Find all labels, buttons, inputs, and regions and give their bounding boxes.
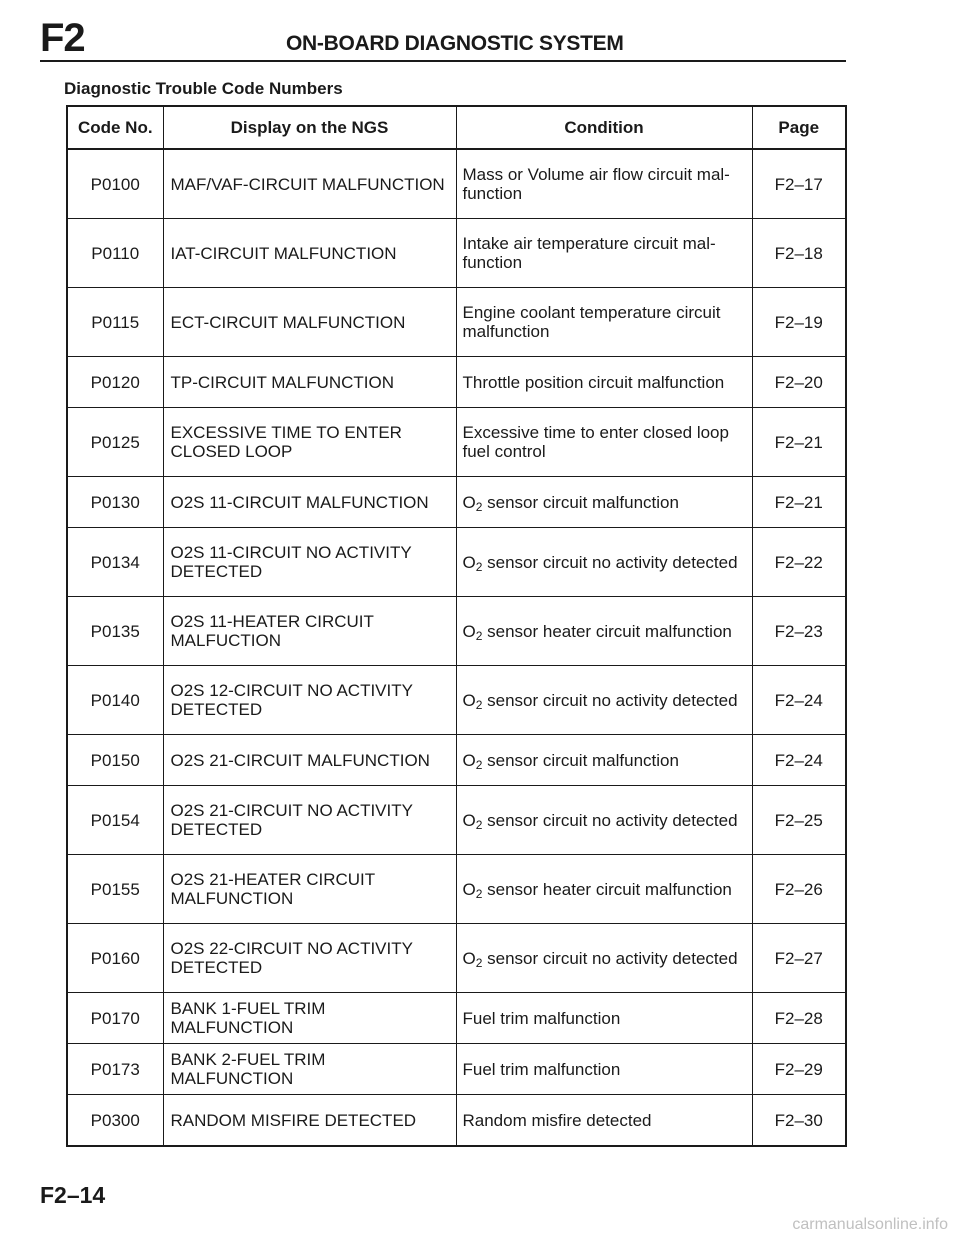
code-cell: P0155 [67, 855, 163, 924]
ngs-display-cell: TP-CIRCUIT MALFUNCTION [163, 357, 456, 408]
ngs-display-cell: RANDOM MISFIRE DETECTED [163, 1095, 456, 1147]
table-row [67, 786, 846, 855]
col-header-condition: Condition [456, 106, 752, 149]
code-cell: P0173 [67, 1044, 163, 1095]
dtc-table [66, 105, 847, 1147]
ngs-display-cell: MAF/VAF-CIRCUIT MALFUNCTION [163, 149, 456, 219]
code-cell: P0125 [67, 408, 163, 477]
condition-text: sensor circuit no activity detected [482, 690, 738, 710]
condition-text: sensor circuit malfunction [482, 750, 679, 770]
ngs-display-cell: BANK 2-FUEL TRIM MALFUNCTION [163, 1044, 456, 1095]
o2-symbol-subscript: 2 [475, 559, 483, 574]
o2-symbol-base: O [462, 690, 476, 710]
page-number: F2–14 [40, 1182, 106, 1208]
code-cell: P0160 [67, 924, 163, 993]
table-row [67, 528, 846, 597]
ngs-display-cell: O2S 11-CIRCUIT NO ACTIVITY DETECTED [163, 528, 456, 597]
condition-cell: Fuel trim malfunction [456, 1044, 752, 1095]
page-ref-cell: F2–28 [752, 993, 846, 1044]
col-header-code: Code No. [67, 106, 163, 149]
table-row [67, 477, 846, 528]
ngs-display-cell: O2S 22-CIRCUIT NO ACTIVITY DETECTED [163, 924, 456, 993]
col-header-page: Page [752, 106, 846, 149]
condition-cell [456, 666, 752, 735]
condition-cell [456, 786, 752, 855]
section-title: ON-BOARD DIAGNOSTIC SYSTEM [286, 32, 624, 55]
table-row [67, 666, 846, 735]
table-header-row [67, 106, 846, 149]
page-ref-cell: F2–22 [752, 528, 846, 597]
condition-cell [456, 735, 752, 786]
ngs-display-cell: IAT-CIRCUIT MALFUNCTION [163, 219, 456, 288]
ngs-display-cell: ECT-CIRCUIT MALFUNCTION [163, 288, 456, 357]
condition-cell [456, 597, 752, 666]
condition-cell: Mass or Volume air flow circuit mal- function [456, 149, 752, 219]
table-row [67, 357, 846, 408]
ngs-display-cell: O2S 21-HEATER CIRCUIT MALFUNCTION [163, 855, 456, 924]
condition-text: sensor heater circuit malfunction [482, 621, 732, 641]
condition-text: sensor heater circuit malfunction [482, 879, 732, 899]
table-row [67, 924, 846, 993]
condition-cell: Random misfire detected [456, 1095, 752, 1147]
code-cell: P0135 [67, 597, 163, 666]
ngs-display-cell: O2S 11-HEATER CIRCUIT MALFUCTION [163, 597, 456, 666]
table-row [67, 219, 846, 288]
page-ref-cell: F2–24 [752, 666, 846, 735]
condition-cell [456, 924, 752, 993]
condition-text: sensor circuit no activity detected [482, 948, 738, 968]
code-cell: P0110 [67, 219, 163, 288]
ngs-display-cell: BANK 1-FUEL TRIM MALFUNCTION [163, 993, 456, 1044]
section-id: F2 [40, 16, 85, 60]
page-ref-cell: F2–30 [752, 1095, 846, 1147]
page-ref-cell: F2–23 [752, 597, 846, 666]
o2-symbol-subscript: 2 [475, 886, 483, 901]
o2-symbol-subscript: 2 [475, 499, 483, 514]
o2-symbol-base: O [462, 879, 476, 899]
page-ref-cell: F2–26 [752, 855, 846, 924]
o2-symbol-base: O [462, 621, 476, 641]
o2-symbol-base: O [462, 750, 476, 770]
page-ref-cell: F2–19 [752, 288, 846, 357]
condition-cell: Intake air temperature circuit mal- function [456, 219, 752, 288]
condition-text: sensor circuit malfunction [482, 492, 679, 512]
table-row [67, 408, 846, 477]
o2-symbol-base: O [462, 810, 476, 830]
o2-symbol-subscript: 2 [475, 955, 483, 970]
o2-symbol-subscript: 2 [475, 697, 483, 712]
o2-symbol-base: O [462, 492, 476, 512]
condition-cell: Engine coolant temperature circuit malfunction [456, 288, 752, 357]
table-heading: Diagnostic Trouble Code Numbers [64, 79, 343, 98]
page-ref-cell: F2–18 [752, 219, 846, 288]
table-row [67, 288, 846, 357]
page-ref-cell: F2–21 [752, 408, 846, 477]
table-row [67, 993, 846, 1044]
condition-cell: Throttle position circuit malfunction [456, 357, 752, 408]
table-row [67, 597, 846, 666]
code-cell: P0120 [67, 357, 163, 408]
o2-symbol-base: O [462, 552, 476, 572]
o2-symbol-subscript: 2 [475, 757, 483, 772]
code-cell: P0150 [67, 735, 163, 786]
condition-cell: Fuel trim malfunction [456, 993, 752, 1044]
page-ref-cell: F2–24 [752, 735, 846, 786]
page-ref-cell: F2–17 [752, 149, 846, 219]
table-row [67, 149, 846, 219]
watermark: carmanualsonline.info [792, 1216, 948, 1233]
code-cell: P0100 [67, 149, 163, 219]
code-cell: P0154 [67, 786, 163, 855]
condition-cell [456, 528, 752, 597]
page-ref-cell: F2–25 [752, 786, 846, 855]
code-cell: P0115 [67, 288, 163, 357]
page-ref-cell: F2–20 [752, 357, 846, 408]
code-cell: P0134 [67, 528, 163, 597]
condition-cell [456, 477, 752, 528]
condition-text: sensor circuit no activity detected [482, 810, 738, 830]
ngs-display-cell: O2S 21-CIRCUIT NO ACTIVITY DETECTED [163, 786, 456, 855]
table-row [67, 1044, 846, 1095]
condition-cell: Excessive time to enter closed loop fuel control [456, 408, 752, 477]
code-cell: P0300 [67, 1095, 163, 1147]
o2-symbol-base: O [462, 948, 476, 968]
condition-text: sensor circuit no activity detected [482, 552, 738, 572]
table-row [67, 855, 846, 924]
page-ref-cell: F2–21 [752, 477, 846, 528]
code-cell: P0130 [67, 477, 163, 528]
ngs-display-cell: O2S 21-CIRCUIT MALFUNCTION [163, 735, 456, 786]
condition-cell [456, 855, 752, 924]
ngs-display-cell: O2S 12-CIRCUIT NO ACTIVITY DETECTED [163, 666, 456, 735]
table-row [67, 735, 846, 786]
code-cell: P0170 [67, 993, 163, 1044]
table-body [67, 149, 846, 1146]
page-ref-cell: F2–27 [752, 924, 846, 993]
o2-symbol-subscript: 2 [475, 628, 483, 643]
col-header-ngs: Display on the NGS [163, 106, 456, 149]
header-rule [40, 60, 846, 62]
ngs-display-cell: EXCESSIVE TIME TO ENTER CLOSED LOOP [163, 408, 456, 477]
o2-symbol-subscript: 2 [475, 817, 483, 832]
page-ref-cell: F2–29 [752, 1044, 846, 1095]
ngs-display-cell: O2S 11-CIRCUIT MALFUNCTION [163, 477, 456, 528]
table-row [67, 1095, 846, 1147]
code-cell: P0140 [67, 666, 163, 735]
